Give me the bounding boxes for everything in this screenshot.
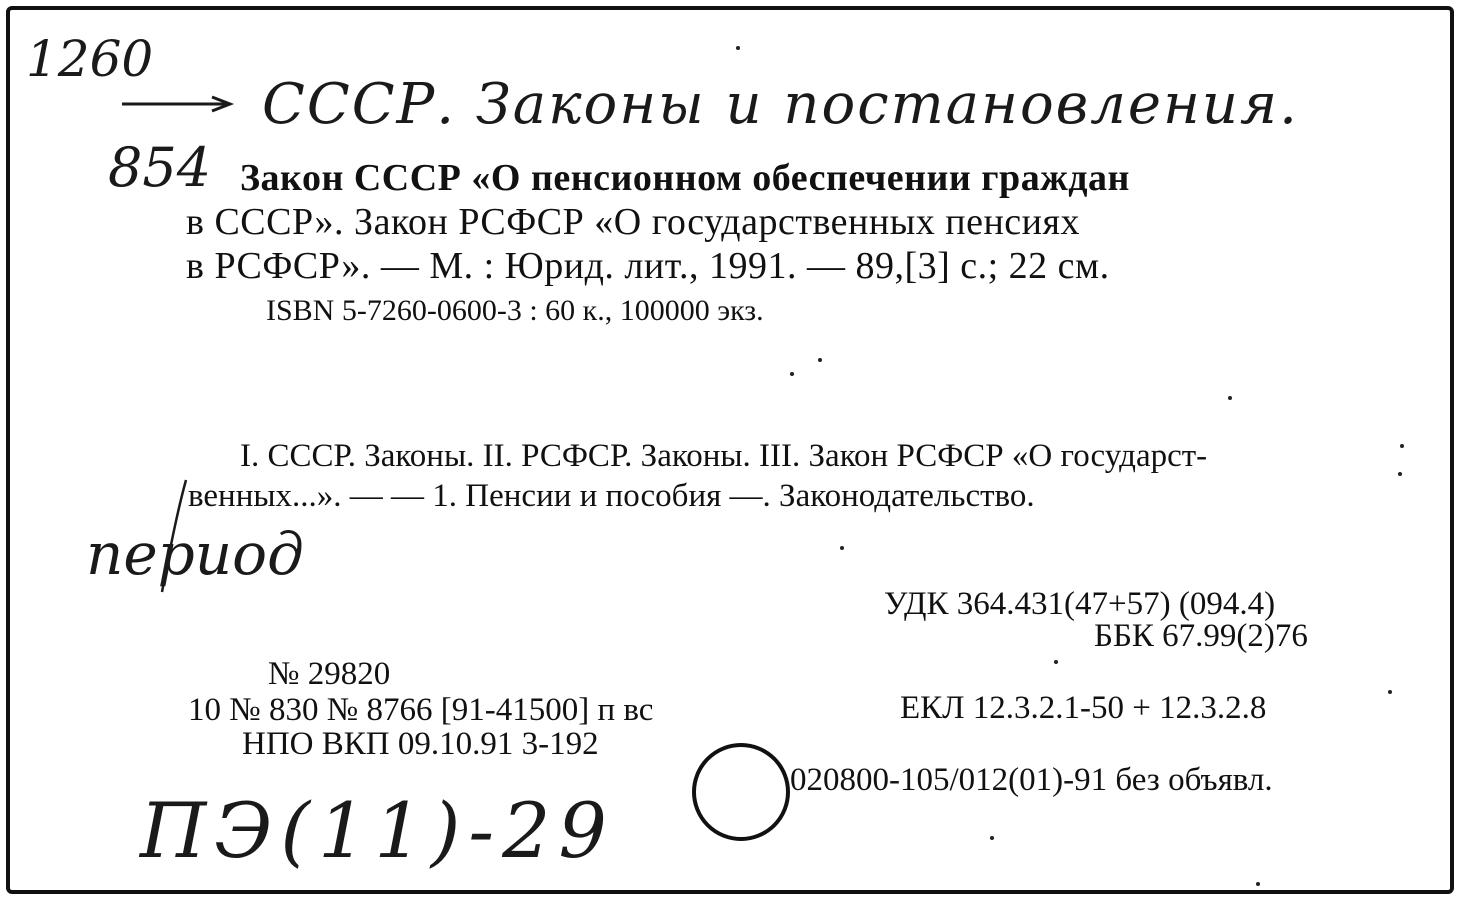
speck	[990, 836, 994, 840]
speck	[1398, 472, 1402, 476]
print-number: № 29820	[268, 656, 391, 692]
handwritten-heading: СССР. Законы и постановления.	[262, 72, 1299, 137]
print-line-2: 10 № 830 № 8766 [91-41500] п вс	[188, 692, 654, 728]
handwritten-margin-note: период	[86, 520, 304, 588]
npo-line: НПО ВКП 09.10.91 3-192	[242, 726, 599, 762]
speck	[1054, 660, 1058, 664]
print-code: 020800-105/012(01)-91 без объявл.	[790, 762, 1273, 798]
entry-title-line-1: Закон СССР «О пенсионном обеспечении граждан	[240, 157, 1130, 199]
speck	[818, 358, 822, 362]
entry-title-line-3: в РСФСР». — М. : Юрид. лит., 1991. — 89,[3] с.; 22 см.	[186, 245, 1110, 287]
ekl-code: ЕКЛ 12.3.2.1-50 + 12.3.2.8	[900, 690, 1267, 726]
subjects-line-1: I. СССР. Законы. II. РСФСР. Законы. III. Закон РСФСР «О государст-	[240, 438, 1208, 474]
speck	[1256, 882, 1260, 886]
speck	[1400, 444, 1404, 448]
entry-title-line-2: в СССР». Закон РСФСР «О государственных пенсиях	[186, 201, 1080, 243]
speck	[1388, 690, 1392, 694]
handwritten-number-top: 1260	[26, 30, 154, 88]
speck	[1228, 396, 1232, 400]
udk-code: УДК 364.431(47+57) (094.4)	[884, 586, 1276, 622]
subjects-line-2: венных...». — — 1. Пенсии и пособия —. Законодательство.	[188, 478, 1035, 514]
handwritten-number-bottom: 854	[108, 136, 212, 199]
speck	[790, 372, 794, 376]
isbn-line: ISBN 5-7260-0600-3 : 60 к., 100000 экз.	[266, 294, 764, 327]
handwritten-bottom-code: ПЭ(11)-29	[140, 786, 615, 875]
speck	[840, 546, 844, 550]
speck	[736, 46, 740, 50]
bbk-code: ББК 67.99(2)76	[1094, 618, 1308, 654]
